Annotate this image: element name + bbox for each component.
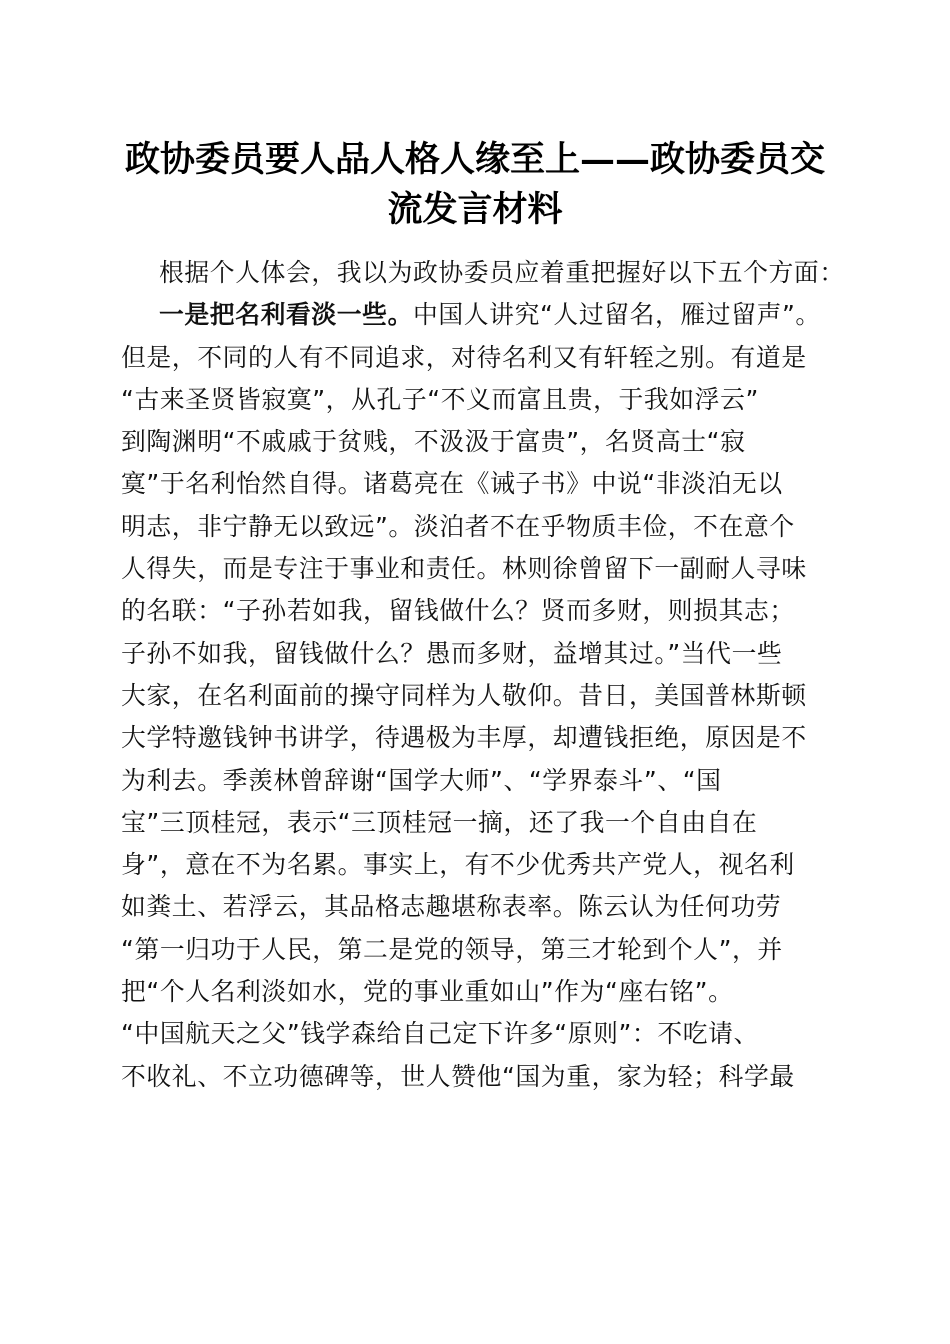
document-body	[121, 252, 845, 1098]
intro-paragraph: 根据个人体会，我以为政协委员应着重把握好以下五个方面：	[159, 258, 845, 287]
point-one-first-line	[121, 294, 831, 336]
body-line: 不收礼、不立功德碑等，世人赞他“国为重，家为轻；科学最	[121, 1061, 795, 1091]
body-line: 宝”三顶桂冠，表示“三顶桂冠一摘，还了我一个自由自在	[121, 807, 758, 837]
body-line: 人得失，而是专注于事业和责任。林则徐曾留下一副耐人寻味	[121, 554, 807, 584]
body-line: 寞”于名利怡然自得。诸葛亮在《诫子书》中说“非淡泊无以	[121, 469, 783, 499]
body-line: “中国航天之父”钱学森给自己定下许多“原则”：不吃请、	[121, 1019, 759, 1049]
body-line: “古来圣贤皆寂寞”，从孔子“不义而富且贵，于我如浮云”	[121, 384, 759, 414]
body-line: 如粪土、若浮云，其品格志趣堪称表率。陈云认为任何功劳	[121, 892, 782, 922]
body-line: 为利去。季羡林曾辞谢“国学大师”、“学界泰斗”、“国	[121, 765, 722, 795]
body-line: 子孙不如我，留钱做什么？愚而多财，益增其过。”当代一些	[121, 638, 783, 668]
body-line: 身”，意在不为名累。事实上，有不少优秀共产党人，视名利	[121, 850, 795, 880]
point-one-heading: 一是把名利看淡一些。	[159, 300, 413, 330]
body-line: 的名联：“子孙若如我，留钱做什么？贤而多财，则损其志；	[121, 596, 795, 626]
point-one-first-line-text: 中国人讲究“人过留名，雁过留声”。	[412, 300, 821, 330]
body-line: 明志，非宁静无以致远”。淡泊者不在乎物质丰俭，不在意个	[121, 511, 795, 541]
body-line: 大学特邀钱钟书讲学，待遇极为丰厚，却遭钱拒绝，原因是不	[121, 723, 807, 753]
title-line-1: 政协委员要人品人格人缘至上——政协委员交	[124, 139, 825, 180]
body-line: 大家，在名利面前的操守同样为人敬仰。昔日，美国普林斯顿	[121, 680, 807, 710]
title-line-2: 流发言材料	[387, 189, 563, 230]
body-line: “第一归功于人民，第二是党的领导，第三才轮到个人”，并	[121, 934, 783, 964]
body-line: 把“个人名利淡如水，党的事业重如山”作为“座右铭”。	[121, 977, 734, 1007]
document-title	[100, 135, 850, 235]
body-line: 但是，不同的人有不同追求，对待名利又有轩轾之别。有道是	[121, 342, 807, 372]
body-line: 到陶渊明“不戚戚于贫贱，不汲汲于富贵”，名贤高士“寂	[121, 427, 746, 457]
